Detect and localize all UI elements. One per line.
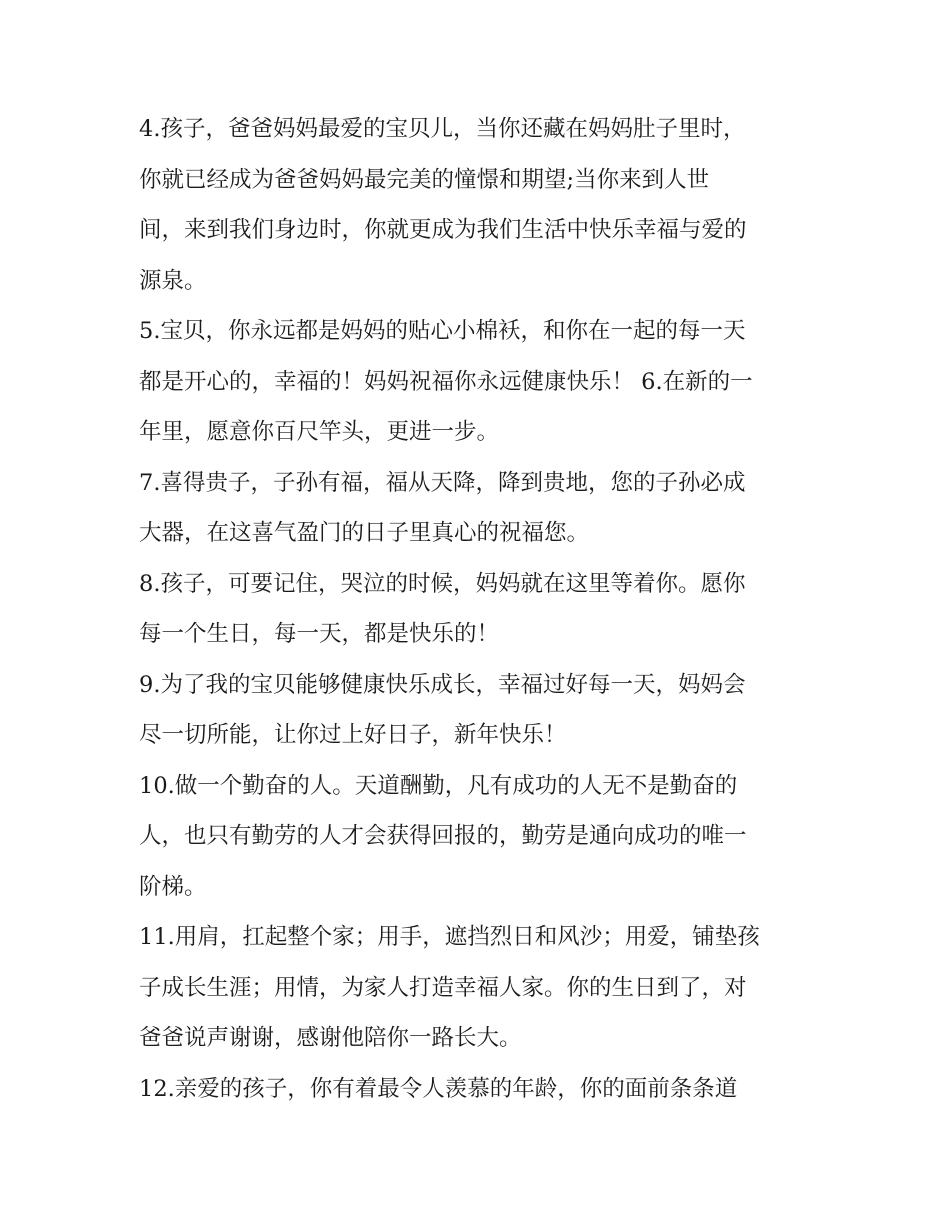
text-line: 4.孩子，爸爸妈妈最爱的宝贝儿，当你还藏在妈妈肚子里时， bbox=[139, 116, 746, 142]
text-line: 间，来到我们身边时，你就更成为我们生活中快乐幸福与爱的 bbox=[139, 217, 747, 243]
text-line: 源泉。 bbox=[139, 267, 207, 294]
text-line: 9.为了我的宝贝能够健康快乐成长，幸福过好每一天，妈妈会 bbox=[139, 671, 746, 698]
text-line: 11.用肩，扛起整个家；用手，遮挡烈日和风沙；用爱，铺垫孩 bbox=[139, 924, 760, 950]
text-line: 7.喜得贵子，子孙有福，福从天降，降到贵地，您的子孙必成 bbox=[139, 469, 746, 496]
document-body bbox=[139, 104, 819, 1114]
text-line: 你就已经成为爸爸妈妈最完美的憧憬和期望;当你来到人世 bbox=[139, 166, 710, 193]
text-line: 人，也只有勤劳的人才会获得回报的，勤劳是通向成功的唯一 bbox=[139, 823, 747, 849]
text-line: 阶梯。 bbox=[139, 873, 207, 900]
text-line: 爸爸说声谢谢，感谢他陪你一路长大。 bbox=[139, 1025, 522, 1051]
text-line: 都是开心的，幸福的！妈妈祝福你永远健康快乐！ 6.在新的一 bbox=[139, 368, 753, 395]
text-line: 10.做一个勤奋的人。天道酬勤，凡有成功的人无不是勤奋的 bbox=[139, 772, 738, 799]
text-line: 8.孩子，可要记住，哭泣的时候，妈妈就在这里等着你。愿你 bbox=[139, 570, 746, 597]
text-line: 大器，在这喜气盈门的日子里真心的祝福您。 bbox=[139, 520, 590, 546]
text-line: 12.亲爱的孩子，你有着最令人羡慕的年龄，你的面前条条道 bbox=[139, 1075, 738, 1102]
text-line: 尽一切所能，让你过上好日子，新年快乐！ bbox=[139, 722, 567, 748]
text-line: 5.宝贝，你永远都是妈妈的贴心小棉袄，和你在一起的每一天 bbox=[139, 318, 746, 344]
text-line: 每一个生日，每一天，都是快乐的！ bbox=[139, 621, 500, 647]
text-line: 年里，愿意你百尺竿头，更进一步。 bbox=[139, 419, 500, 445]
text-line: 子成长生涯；用情，为家人打造幸福人家。你的生日到了，对 bbox=[139, 974, 747, 1001]
